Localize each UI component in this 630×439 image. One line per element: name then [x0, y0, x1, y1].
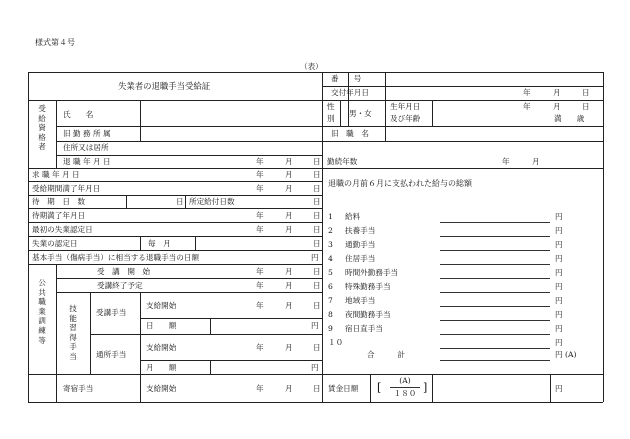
course-start-month: 月 [285, 267, 293, 276]
prescribed-days-unit: 日 [313, 197, 321, 206]
retire-day: 日 [313, 157, 321, 166]
rule-v [140, 292, 141, 402]
rule-h [56, 126, 603, 127]
rule-h [56, 155, 322, 156]
birth-year: 年 [523, 102, 531, 111]
certificate-title: 失業者の退職手当受給証 [118, 81, 211, 91]
rule-h [90, 334, 322, 335]
wait-end-month: 月 [285, 211, 293, 220]
rule-v [126, 195, 127, 208]
rule-v [210, 318, 211, 334]
retire-month: 月 [285, 157, 293, 166]
number-label: 番 号 [331, 74, 362, 83]
salary-amount-line [440, 250, 550, 251]
rule-h [28, 236, 322, 237]
tsusho-monthly-unit: 円 [311, 363, 319, 372]
rule-v [340, 100, 341, 126]
salary-item-unit: 円 [555, 212, 563, 221]
rule-v [195, 236, 196, 250]
rule-v [185, 195, 186, 208]
cert-day-unit: 日 [313, 239, 321, 248]
issue-day: 日 [582, 88, 590, 97]
rule-h [28, 181, 322, 182]
rule-v [90, 292, 91, 374]
first-cert-day: 日 [313, 225, 321, 234]
rule-v [56, 264, 57, 402]
rule-h [28, 195, 322, 196]
form-number: 様式第４号 [35, 38, 75, 47]
tsusho-teate-label: 通所手当 [96, 350, 127, 359]
job-app-month: 月 [285, 170, 293, 179]
birth-month: 月 [553, 102, 561, 111]
wait-days-unit: 日 [176, 197, 184, 206]
total-unit: 円 (A) [555, 350, 577, 359]
rule-v [56, 100, 57, 168]
salary-amount-line [440, 306, 550, 307]
job-app-day: 日 [313, 170, 321, 179]
rule-v [140, 236, 141, 250]
salary-item-unit: 円 [555, 338, 563, 347]
wage-daily-unit: 円 [555, 384, 563, 393]
rule-v [385, 72, 386, 141]
salary-item-no: 7 [328, 296, 333, 305]
eligibility-vertical-label: 受給資格者 [38, 104, 46, 152]
bracket-right: ] [423, 381, 428, 394]
rule-v [432, 100, 433, 126]
sex-label-2: 別 [327, 114, 335, 123]
salary-item-no: 1 [328, 212, 333, 221]
wait-end-year: 年 [256, 211, 264, 220]
first-cert-year: 年 [256, 225, 264, 234]
salary-item-unit: 円 [555, 226, 563, 235]
salary-amount-line [440, 334, 550, 335]
salary-amount-line [440, 222, 550, 223]
benefit-end-label: 受給期間満了年月日 [32, 184, 101, 193]
benefit-end-day: 日 [313, 184, 321, 193]
salary-item-label: 通勤手当 [345, 240, 376, 249]
salary-item-unit: 円 [555, 268, 563, 277]
rule-h [28, 100, 603, 101]
salary-item-no: 9 [328, 324, 333, 333]
fraction-denominator: １８０ [393, 389, 417, 398]
salary-item-label: 住居手当 [345, 254, 376, 263]
rule-v-mid [322, 72, 323, 402]
salary-heading: 退職の月前６月に支払われた給与の総額 [328, 179, 472, 188]
wage-daily-label: 賃金日額 [328, 384, 359, 393]
salary-item-label: 宿日直手当 [345, 324, 383, 333]
rule-v [210, 360, 211, 374]
issue-date-label: 交付年月日 [331, 88, 369, 97]
birth-label-1: 生年月日 [390, 102, 421, 111]
salary-item-unit: 円 [555, 240, 563, 249]
daily-amount-unit: 円 [311, 253, 319, 262]
juko-teate-label: 受講手当 [96, 308, 127, 317]
wait-end-day: 日 [313, 211, 321, 220]
prev-office-label: 旧 勤 務 所 属 [63, 129, 111, 138]
job-app-date-label: 求 職 年 月 日 [32, 170, 80, 179]
rule-v [550, 374, 551, 402]
prescribed-days-label: 所定給付日数 [189, 197, 235, 206]
salary-amount-line [440, 264, 550, 265]
cert-day-label: 失業の認定日 [32, 239, 78, 248]
salary-item-label: 特殊勤務手当 [345, 282, 391, 291]
salary-amount-line [440, 348, 550, 349]
rule-v [140, 100, 141, 141]
salary-item-unit: 円 [555, 310, 563, 319]
salary-item-label: 給料 [345, 212, 361, 221]
prev-post-label: 旧 職 名 [331, 129, 369, 138]
total-label: 合 計 [367, 350, 405, 359]
bracket-left: [ [377, 381, 382, 394]
rule-h [140, 360, 322, 361]
juko-daily-label: 日 額 [146, 321, 177, 330]
juko-start-year: 年 [256, 301, 264, 310]
rule-v [432, 374, 433, 402]
salary-item-no: 3 [328, 240, 333, 249]
salary-item-unit: 円 [555, 254, 563, 263]
rule-h [28, 168, 603, 169]
salary-amount-line [440, 236, 550, 237]
skill-vertical-label: 技能習得手当 [69, 304, 77, 361]
tsusho-start-day: 日 [313, 343, 321, 352]
kishuku-start-label: 支給開始 [146, 384, 177, 393]
salary-item-no: 5 [328, 268, 333, 277]
salary-item-no: 8 [328, 310, 333, 319]
juko-daily-unit: 円 [311, 321, 319, 330]
tsusho-start-year: 年 [256, 343, 264, 352]
rule-h [28, 250, 322, 251]
benefit-end-year: 年 [256, 184, 264, 193]
fraction-numerator: (A) [399, 376, 411, 385]
salary-item-unit: 円 [555, 282, 563, 291]
course-start-label: 受 講 開 始 [97, 267, 151, 276]
rule-h [28, 222, 322, 223]
salary-item-no: 4 [328, 254, 333, 263]
juko-start-day: 日 [313, 301, 321, 310]
juko-start-month: 月 [285, 301, 293, 310]
sex-options: 男・女 [349, 109, 372, 118]
total-amount-line [440, 360, 550, 361]
course-start-day: 日 [313, 267, 321, 276]
course-end-year: 年 [256, 281, 264, 290]
cert-every-month: 毎 月 [148, 239, 171, 248]
job-app-year: 年 [256, 170, 264, 179]
birth-day: 日 [582, 102, 590, 111]
salary-amount-line [440, 292, 550, 293]
kishuku-start-year: 年 [256, 384, 264, 393]
rule-h [56, 292, 322, 293]
first-cert-label: 最初の失業認定日 [32, 225, 93, 234]
course-end-label: 受講終了予定 [97, 281, 143, 290]
salary-amount-line [440, 320, 550, 321]
service-month: 月 [532, 157, 540, 166]
rule-left [28, 72, 29, 402]
years-service-label: 勤続年数 [327, 157, 358, 166]
salary-item-unit: 円 [555, 296, 563, 305]
issue-year: 年 [523, 88, 531, 97]
side-label: （表） [300, 62, 323, 71]
juko-start-label: 支給開始 [146, 301, 177, 310]
tsusho-start-month: 月 [285, 343, 293, 352]
salary-item-label: 時間外勤務手当 [345, 268, 399, 277]
rule-h [323, 86, 603, 87]
rule-h [56, 278, 322, 279]
benefit-end-month: 月 [285, 184, 293, 193]
retire-date-label: 退 職 年 月 日 [63, 157, 111, 166]
salary-item-label: 地域手当 [345, 296, 376, 305]
tsusho-monthly-label: 月 額 [146, 363, 177, 372]
wait-days-label: 待 期 日 数 [32, 197, 86, 206]
wait-end-label: 待期満了年月日 [32, 211, 86, 220]
rule-right [603, 72, 604, 402]
fraction-bar [390, 387, 420, 388]
first-cert-month: 月 [285, 225, 293, 234]
rule-h [28, 374, 603, 375]
retire-year: 年 [256, 157, 264, 166]
salary-item-no: 2 [328, 226, 333, 235]
daily-amount-label: 基本手当（傷病手当）に相当する退職手当の日額 [32, 253, 200, 262]
course-start-year: 年 [256, 267, 264, 276]
training-vertical-label: 公共職業訓練等 [38, 278, 46, 345]
salary-item-no: 6 [328, 282, 333, 291]
age-label: 満 歳 [554, 114, 585, 123]
salary-item-label: 扶養手当 [345, 226, 376, 235]
salary-item-unit: 円 [555, 324, 563, 333]
tsusho-start-label: 支給開始 [146, 343, 177, 352]
course-end-month: 月 [285, 281, 293, 290]
sex-label-1: 性 [327, 102, 335, 111]
rule-h [140, 318, 322, 319]
issue-month: 月 [553, 88, 561, 97]
birth-label-2: 及び年齢 [390, 114, 421, 123]
rule-h [28, 208, 322, 209]
rule-h [56, 141, 603, 142]
rule-v [370, 374, 371, 402]
course-end-day: 日 [313, 281, 321, 290]
rule-bottom [28, 402, 603, 403]
rule-top [28, 72, 603, 73]
name-label: 氏 名 [63, 110, 94, 119]
salary-item-label: 夜間勤務手当 [345, 310, 391, 319]
service-year: 年 [502, 157, 510, 166]
kishuku-start-day: 日 [313, 384, 321, 393]
kishuku-teate-label: 寄宿手当 [63, 384, 94, 393]
address-label: 住所又は居所 [63, 143, 109, 152]
salary-amount-line [440, 278, 550, 279]
rule-h [28, 264, 322, 265]
salary-item-no: １０ [328, 338, 344, 347]
kishuku-start-month: 月 [285, 384, 293, 393]
